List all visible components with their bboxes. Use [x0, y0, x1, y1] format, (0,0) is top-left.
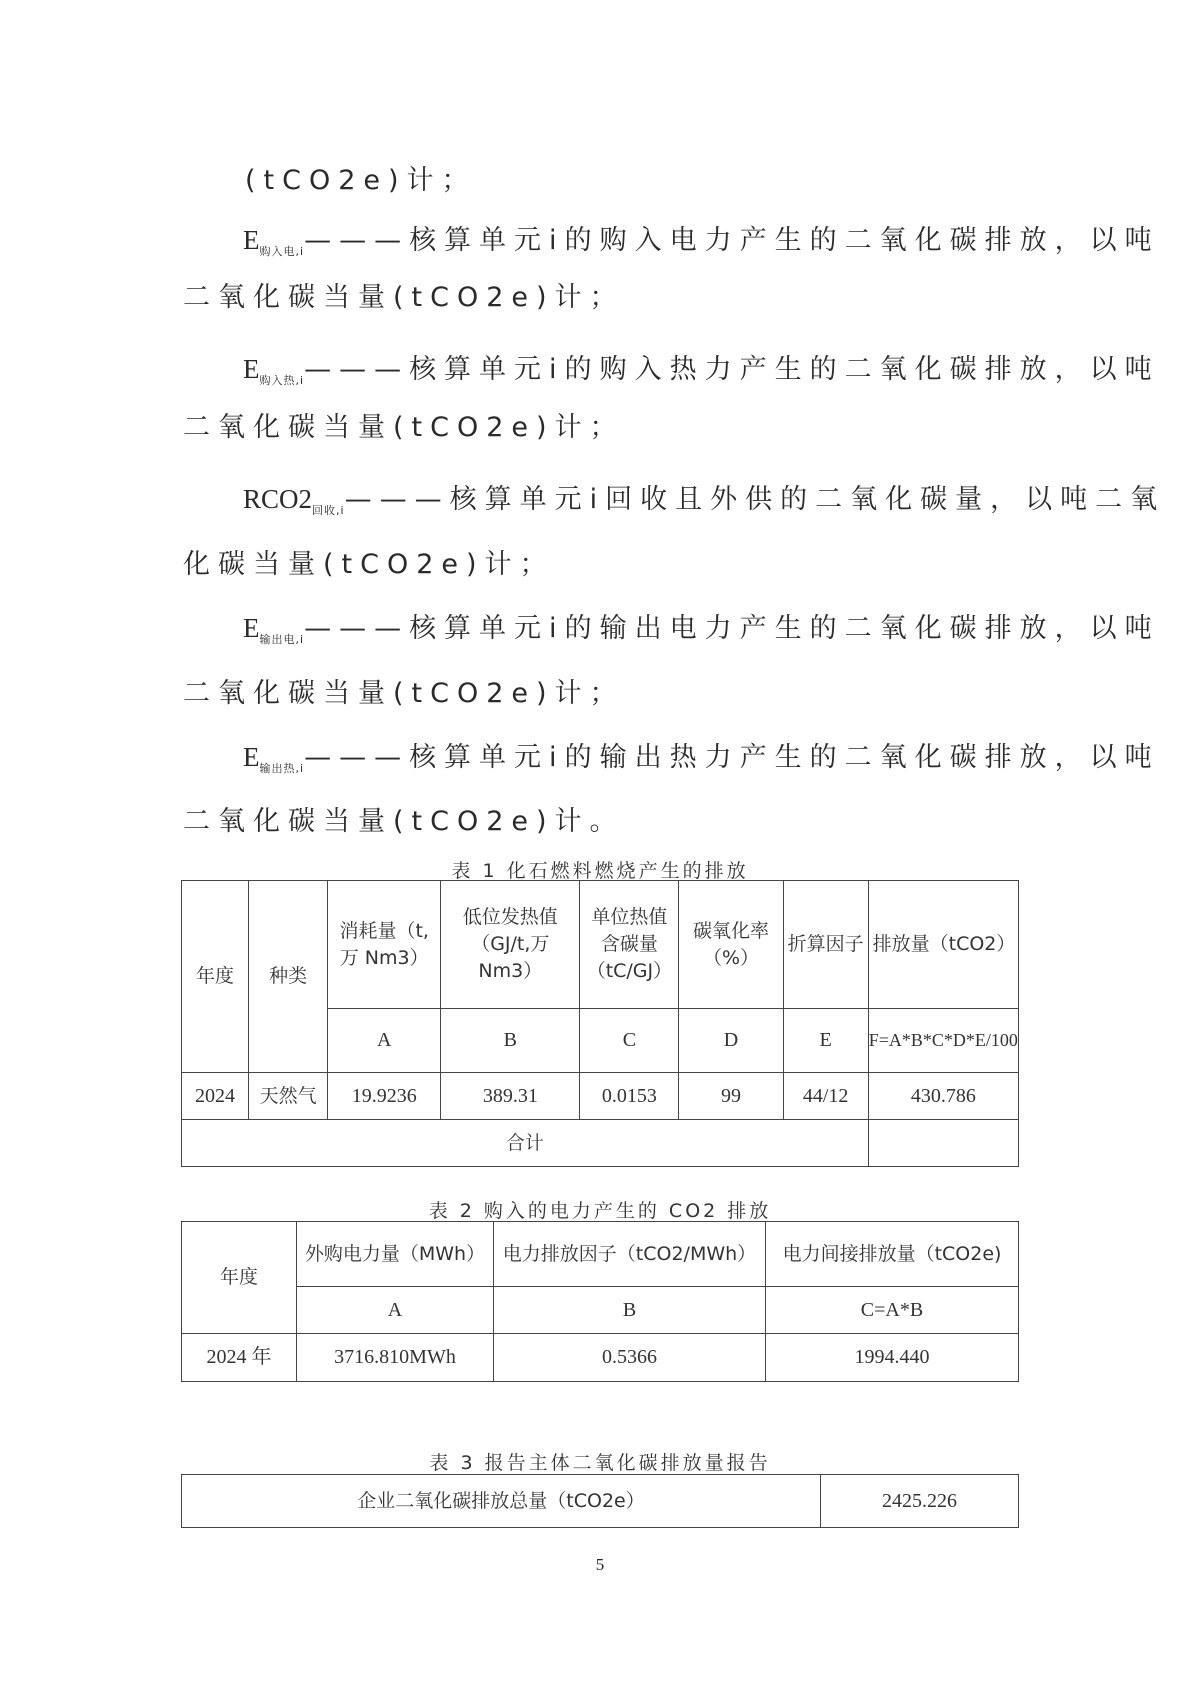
definition-line: [243, 479, 1165, 531]
cell-conversion-factor: 44/12: [783, 1073, 868, 1120]
body-line: [183, 674, 625, 714]
header-consumption: 消耗量（t,万 Nm3）: [328, 881, 441, 1009]
cell-oxidation-rate: 99: [679, 1073, 783, 1120]
header-year: 年度: [182, 881, 249, 1073]
cell-heating-value: 389.31: [441, 1073, 580, 1120]
body-line: [183, 802, 625, 842]
cell-purchased-power: 3716.810MWh: [297, 1334, 494, 1382]
header-emissions: 排放量（tCO2）: [868, 881, 1018, 1009]
line-text: 二氧化碳当量(tCO2e)计；: [183, 678, 625, 709]
table1: [181, 880, 1019, 1167]
definition-line: [243, 737, 1160, 789]
header-letter: A: [328, 1009, 441, 1073]
symbol: E: [243, 225, 260, 255]
line-text: ———核算单元i的购入热力产生的二氧化碳排放，以吨: [304, 354, 1160, 385]
table-row: [182, 1073, 1019, 1120]
cell-emission-factor: 0.5366: [494, 1334, 766, 1382]
table2: [181, 1221, 1019, 1382]
table-row: [182, 1334, 1019, 1382]
symbol: E: [243, 613, 260, 643]
cell-year: 2024 年: [182, 1334, 297, 1382]
line-text: 化碳当量(tCO2e)计；: [183, 549, 555, 580]
table3: [181, 1474, 1019, 1528]
cell-emissions: 430.786: [868, 1073, 1018, 1120]
symbol: RCO2: [243, 484, 313, 514]
definition-line: [243, 349, 1160, 401]
symbol-subscript: 购入电,i: [259, 245, 305, 258]
cell-indirect-emissions: 1994.440: [766, 1334, 1019, 1382]
header-emission-factor: 电力排放因子（tCO2/MWh）: [494, 1222, 766, 1287]
line-text: ———核算单元i回收且外供的二氧化碳量，以吨二氧: [344, 484, 1166, 515]
total-value: [868, 1120, 1018, 1167]
header-letter: C: [580, 1009, 679, 1073]
body-line: [183, 545, 555, 585]
symbol: E: [243, 742, 260, 772]
cell-carbon-content: 0.0153: [580, 1073, 679, 1120]
line-text: 二氧化碳当量(tCO2e)计；: [183, 412, 625, 443]
body-line: [245, 161, 477, 201]
header-oxidation-rate: 碳氧化率（%）: [679, 881, 783, 1009]
total-row: [182, 1120, 1019, 1167]
line-text: (tCO2e)计；: [245, 165, 477, 196]
table1-caption: 表 1 化石燃料燃烧产生的排放: [451, 860, 749, 882]
header-letter: B: [441, 1009, 580, 1073]
page-number: 5: [595, 1555, 605, 1574]
header-formula: F=A*B*C*D*E/100: [868, 1009, 1018, 1073]
header-letter: A: [297, 1287, 494, 1334]
header-letter: B: [494, 1287, 766, 1334]
header-year: 年度: [182, 1222, 297, 1334]
header-formula: C=A*B: [766, 1287, 1019, 1334]
line-text: 二氧化碳当量(tCO2e)计。: [183, 806, 625, 837]
line-text: ———核算单元i的输出热力产生的二氧化碳排放，以吨: [304, 742, 1160, 773]
cell-year: 2024: [182, 1073, 249, 1120]
cell-type: 天然气: [249, 1073, 328, 1120]
symbol-subscript: 输出热,i: [259, 762, 305, 775]
total-emissions-value: 2425.226: [821, 1475, 1019, 1528]
symbol-subscript: 购入热,i: [259, 374, 305, 387]
header-heating-value: 低位发热值（GJ/t,万Nm3）: [441, 881, 580, 1009]
body-line: [183, 408, 625, 448]
body-line: [183, 278, 625, 318]
line-text: 二氧化碳当量(tCO2e)计；: [183, 282, 625, 313]
symbol: E: [243, 354, 260, 384]
line-text: ———核算单元i的购入电力产生的二氧化碳排放，以吨: [304, 225, 1160, 256]
header-carbon-content: 单位热值含碳量（tC/GJ）: [580, 881, 679, 1009]
cell-consumption: 19.9236: [328, 1073, 441, 1120]
total-label: 合计: [182, 1120, 869, 1167]
definition-line: [243, 220, 1160, 272]
symbol-subscript: 回收,i: [312, 504, 345, 517]
table2-caption: 表 2 购入的电力产生的 CO2 排放: [428, 1200, 772, 1222]
line-text: ———核算单元i的输出电力产生的二氧化碳排放，以吨: [304, 613, 1160, 644]
symbol-subscript: 输出电,i: [259, 633, 305, 646]
header-letter: D: [679, 1009, 783, 1073]
total-emissions-label: 企业二氧化碳排放总量（tCO2e）: [182, 1475, 821, 1528]
table3-caption: 表 3 报告主体二氧化碳排放量报告: [429, 1452, 771, 1474]
header-indirect-emissions: 电力间接排放量（tCO2e): [766, 1222, 1019, 1287]
header-type: 种类: [249, 881, 328, 1073]
table-row: [182, 1475, 1019, 1528]
header-purchased-power: 外购电力量（MWh）: [297, 1222, 494, 1287]
definition-line: [243, 608, 1160, 660]
header-conversion-factor: 折算因子: [783, 881, 868, 1009]
header-letter: E: [783, 1009, 868, 1073]
